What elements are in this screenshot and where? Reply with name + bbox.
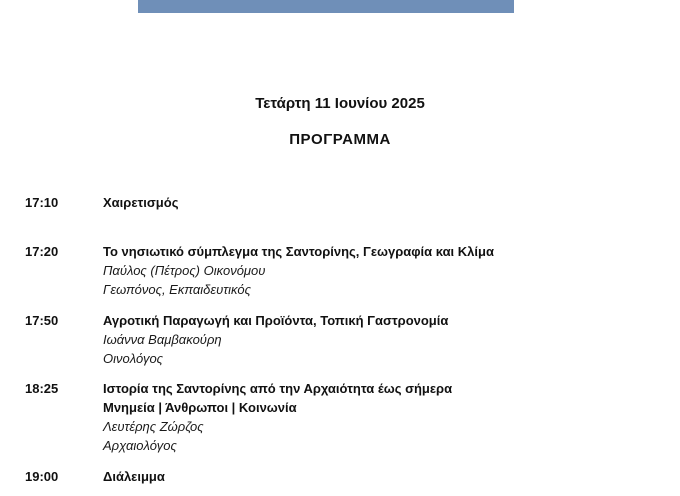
schedule-content [103,311,663,368]
speaker-name: Παύλος (Πέτρος) Οικονόμου [103,263,266,278]
speaker-name: Λευτέρης Ζώρζος [103,419,204,434]
speaker-role: Αρχαιολόγος [103,438,177,453]
schedule-content [103,193,663,212]
schedule-title: Το νησιωτικό σύμπλεγμα της Σαντορίνης, Γεωγραφία και Κλίμα [103,244,494,259]
schedule-content [103,242,663,299]
schedule-title: Διάλειμμα [103,469,165,484]
schedule-content [103,379,663,455]
schedule-time: 17:20 [25,244,59,259]
schedule-time: 17:50 [25,313,59,328]
schedule-title: Ιστορία της Σαντορίνης από την Αρχαιότητα έως σήμερα [103,381,453,396]
schedule-title: Χαιρετισμός [103,195,179,210]
speaker-role: Γεωπόνος, Εκπαιδευτικός [103,282,251,297]
speaker-role: Οινολόγος [103,351,163,366]
speaker-name: Ιωάννα Βαμβακούρη [103,332,222,347]
schedule-subtitle: Μνημεία | Άνθρωποι | Κοινωνία [103,400,297,415]
schedule-content [103,467,663,486]
top-banner [138,0,514,13]
schedule-time: 18:25 [25,381,59,396]
schedule-time: 17:10 [25,195,59,210]
program-title: ΠΡΟΓΡΑΜΜΑ [289,131,391,148]
event-date: Τετάρτη 11 Ιουνίου 2025 [255,95,425,112]
schedule-title: Αγροτική Παραγωγή και Προϊόντα, Τοπική Γαστρονομία [103,313,449,328]
schedule-time: 19:00 [25,469,59,484]
